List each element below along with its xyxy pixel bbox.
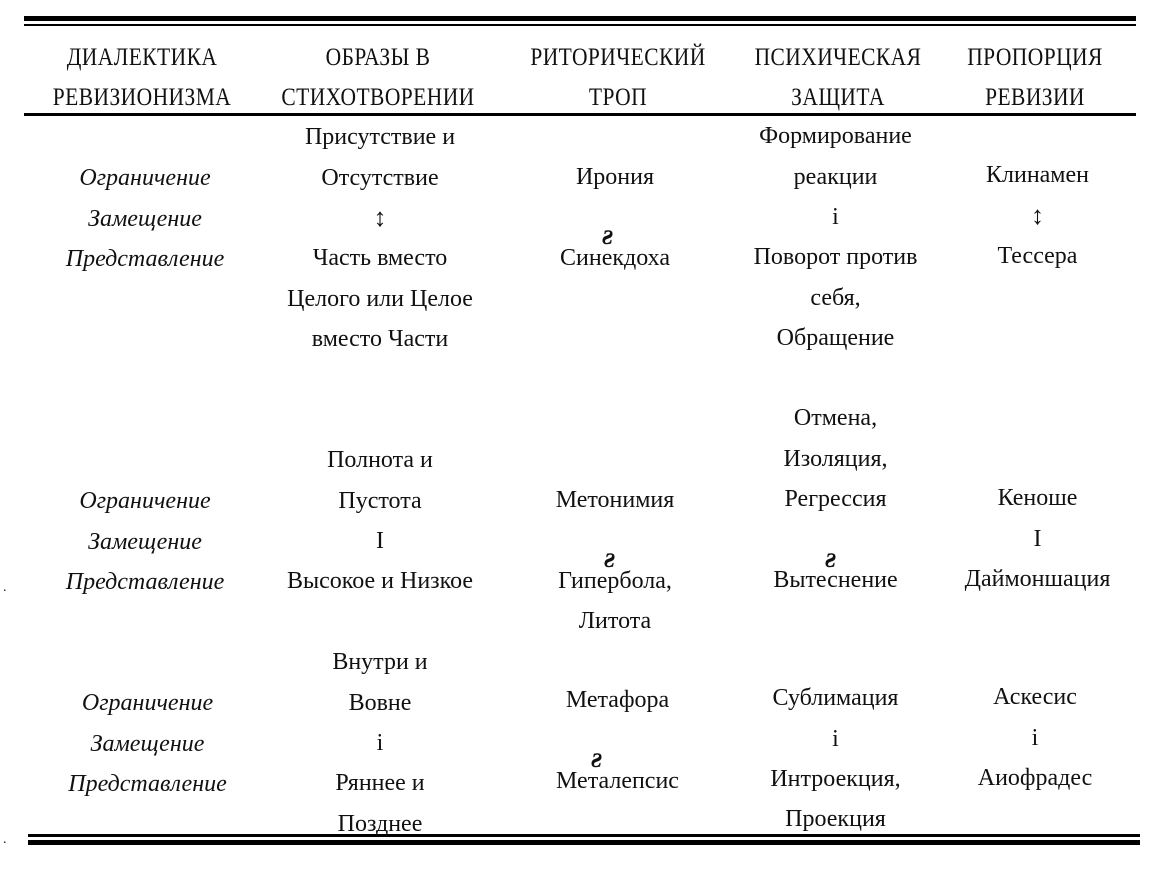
header-line: РЕВИЗИИ bbox=[985, 84, 1085, 111]
row2-ratio bbox=[930, 478, 1145, 599]
header-line: РЕВИЗИОНИЗМА bbox=[52, 84, 232, 111]
top-rule-thick bbox=[24, 16, 1136, 21]
ratio-text: Аскесис bbox=[993, 684, 1077, 710]
image-text: Часть вместо bbox=[312, 245, 448, 271]
trope-text: Литота bbox=[578, 608, 652, 634]
trope-text: Металепсис bbox=[556, 767, 679, 794]
header-line: ПРОПОРЦИЯ bbox=[967, 44, 1103, 71]
ratio-text: Клинамен bbox=[985, 162, 1089, 188]
row2-dialectic bbox=[30, 481, 260, 603]
separator-icon: i bbox=[832, 725, 839, 752]
separator-icon: I bbox=[376, 528, 384, 554]
defense-text: Интроекция, bbox=[770, 765, 901, 792]
defense-text: Вытеснение bbox=[773, 566, 898, 593]
image-text: Вовне bbox=[348, 689, 412, 716]
header-line: ДИАЛЕКТИКА bbox=[66, 44, 218, 71]
top-rule-thin bbox=[24, 24, 1136, 26]
image-text: Высокое и Низкое bbox=[286, 568, 474, 594]
spacer bbox=[500, 721, 735, 761]
dialectic-term: Замещение bbox=[88, 528, 202, 555]
defense-text: Проекция bbox=[785, 806, 886, 832]
separator-icon: i bbox=[376, 730, 384, 756]
defense-text: Регрессия bbox=[784, 486, 887, 512]
defense-text: Обращение bbox=[776, 325, 895, 351]
defense-text: себя, bbox=[810, 284, 861, 311]
header-line: ПСИХИЧЕСКАЯ bbox=[754, 44, 922, 71]
image-text: Отсутствие bbox=[321, 164, 439, 191]
image-text: Целого или Целое bbox=[287, 285, 473, 312]
row2-images bbox=[255, 440, 505, 602]
spacer bbox=[500, 198, 730, 238]
separator-icon: i bbox=[1031, 724, 1039, 751]
row3-dialectic bbox=[30, 683, 265, 805]
row1-trope bbox=[500, 157, 730, 278]
ratio-text: Даймоншация bbox=[964, 565, 1111, 592]
trope-text: Синекдоха bbox=[560, 244, 670, 271]
dialectic-term: Представление bbox=[65, 569, 225, 595]
double-arrow-icon: ↕ bbox=[373, 203, 387, 232]
defense-text: Отмена, bbox=[793, 405, 878, 431]
row3-trope bbox=[500, 680, 735, 801]
double-arrow-icon: ↕ bbox=[1031, 200, 1044, 230]
dialectic-term: Замещение bbox=[88, 205, 202, 232]
header-trope bbox=[515, 38, 721, 118]
bottom-rule-thick bbox=[28, 840, 1140, 845]
header-line: ТРОП bbox=[588, 84, 648, 111]
header-ratio bbox=[940, 38, 1129, 118]
squiggle-icon: ƨ bbox=[602, 218, 614, 251]
trope-text: Метонимия bbox=[555, 487, 675, 513]
squiggle-icon: ƨ bbox=[825, 541, 837, 574]
image-text: вместо Части bbox=[311, 326, 449, 352]
row3-ratio bbox=[925, 677, 1145, 798]
dialectic-term: Ограничение bbox=[79, 488, 211, 514]
ratio-text: Аиофрадес bbox=[977, 764, 1093, 791]
bottom-rule-thin bbox=[28, 834, 1140, 837]
dialectic-term: Представление bbox=[68, 771, 227, 797]
ratio-text: Кеноше bbox=[997, 485, 1078, 511]
stray-mark: . bbox=[3, 580, 7, 595]
squiggle-icon: ƨ bbox=[591, 741, 603, 774]
image-text: Позднее bbox=[337, 810, 423, 837]
defense-text: Сублимация bbox=[772, 685, 899, 711]
image-text: Полнота и bbox=[327, 447, 433, 473]
defense-text: Формирование bbox=[759, 123, 912, 149]
defense-text: реакции bbox=[793, 163, 878, 190]
row1-dialectic bbox=[30, 158, 260, 280]
row1-ratio bbox=[930, 155, 1145, 276]
header-line: ЗАЩИТА bbox=[791, 84, 885, 111]
row1-images bbox=[255, 117, 505, 360]
row3-defense bbox=[718, 678, 953, 840]
defense-text: Изоляция, bbox=[783, 445, 888, 472]
trope-text: Метафора bbox=[565, 687, 670, 713]
header-line: РИТОРИЧЕСКИЙ bbox=[530, 44, 706, 71]
ratio-text: Тессера bbox=[997, 242, 1078, 269]
trope-text: Гипербола, bbox=[558, 567, 672, 594]
row3-images bbox=[255, 642, 505, 844]
image-text: Внутри и bbox=[332, 649, 428, 675]
image-text: Пустота bbox=[338, 487, 422, 514]
header-images bbox=[271, 38, 486, 118]
header-line: СТИХОТВОРЕНИИ bbox=[281, 84, 475, 111]
separator-icon: I bbox=[1033, 525, 1042, 552]
trope-text: Ирония bbox=[575, 164, 655, 190]
squiggle-icon: ƨ bbox=[604, 541, 616, 574]
dialectic-term: Представление bbox=[65, 246, 225, 272]
dialectic-term: Ограничение bbox=[79, 165, 211, 191]
header-defense bbox=[735, 38, 941, 118]
dialectic-term: Ограничение bbox=[81, 690, 214, 716]
image-text: Присутствие и bbox=[304, 124, 456, 150]
separator-icon: i bbox=[832, 204, 839, 230]
stray-mark: . bbox=[3, 832, 7, 847]
row1-defense bbox=[718, 116, 953, 359]
defense-text: Поворот против bbox=[753, 244, 918, 270]
header-line: ОБРАЗЫ В bbox=[325, 44, 431, 71]
image-text: Ряннее и bbox=[335, 770, 425, 796]
header-dialectic bbox=[39, 38, 245, 118]
dialectic-term: Замещение bbox=[90, 730, 205, 757]
